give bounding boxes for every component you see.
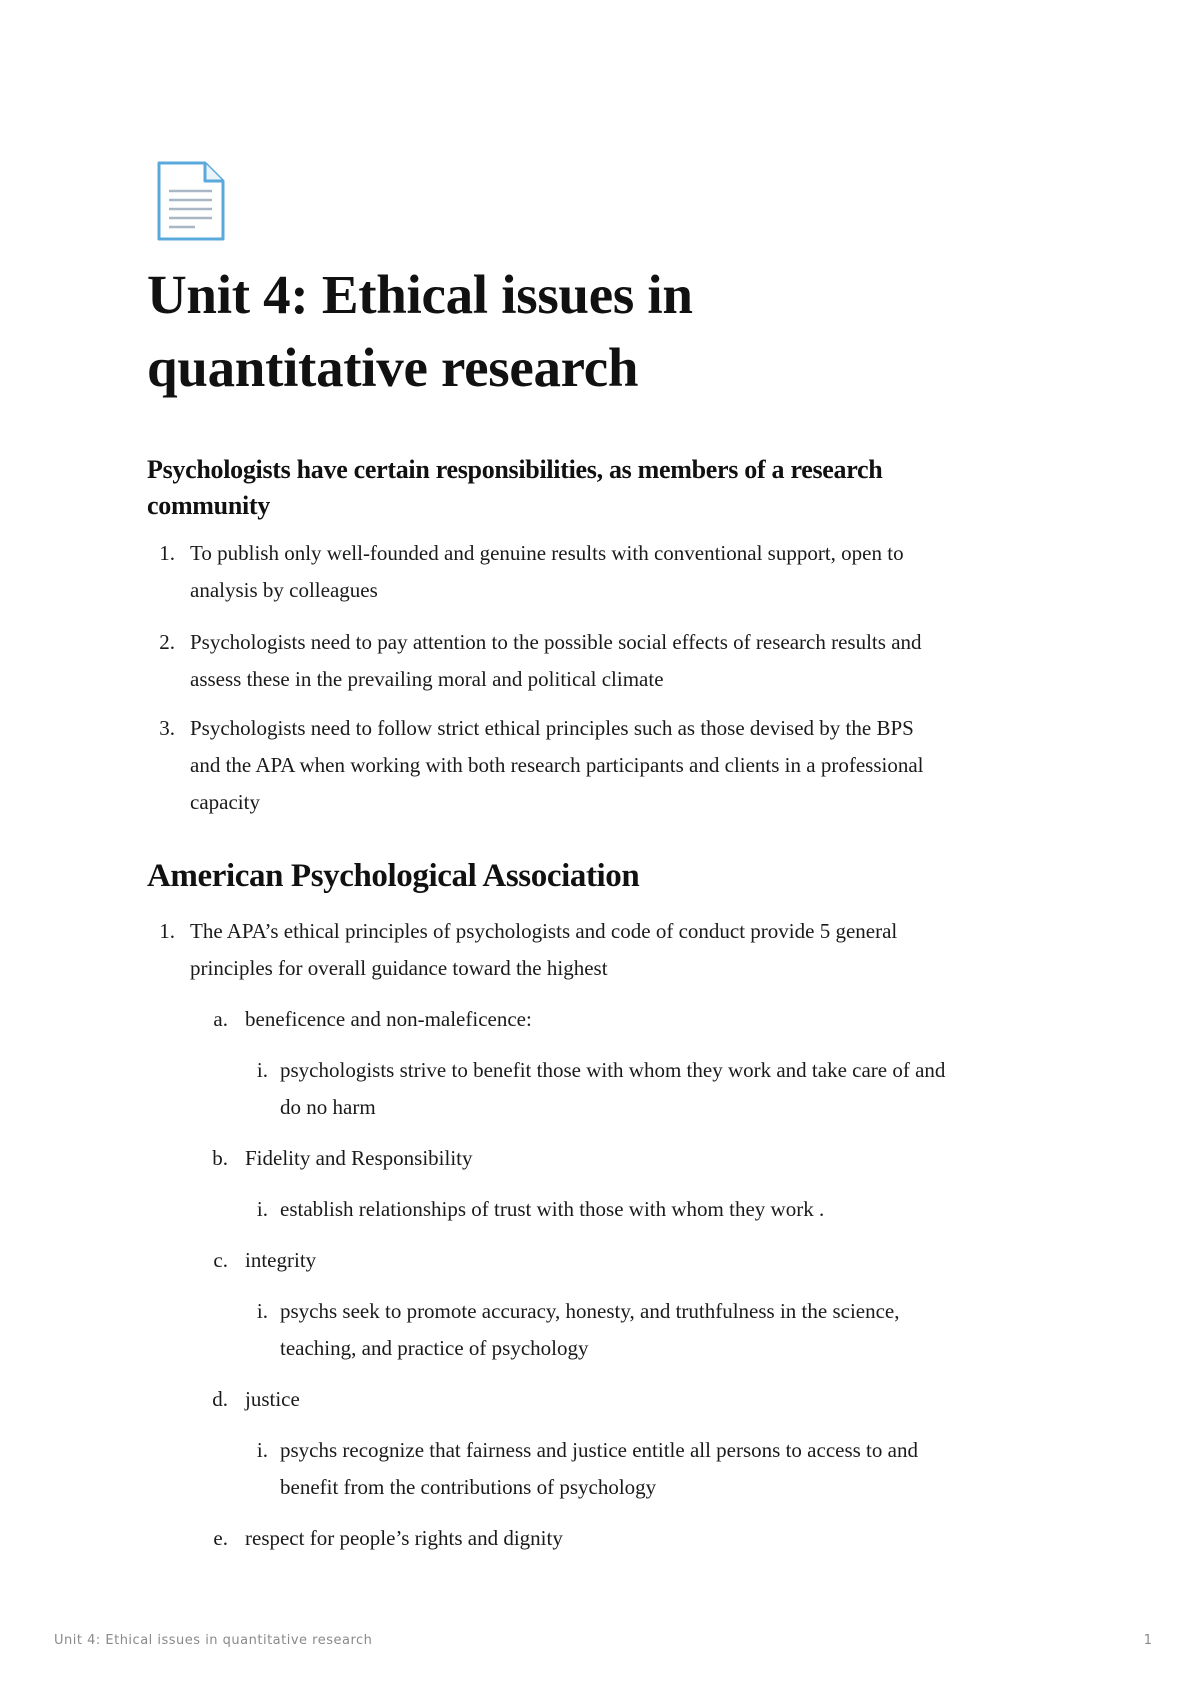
principle-detail: i. establish relationships of trust with those with whom they work . bbox=[256, 1197, 825, 1221]
principle-detail: i. psychs recognize that fairness and justice entitle all persons to access to and benefit from the contributions of psychology bbox=[256, 1438, 918, 1499]
principle-item: b. Fidelity and Responsibility bbox=[212, 1146, 473, 1170]
section-heading-responsibilities: Psychologists have certain responsibilities, as members of a research community bbox=[147, 455, 883, 520]
section-heading-apa: American Psychological Association bbox=[147, 858, 640, 894]
principles-list bbox=[147, 1001, 1067, 1557]
title-line-1: Unit 4: Ethical issues in bbox=[147, 264, 693, 325]
principle-detail: i. psychologists strive to benefit those with whom they work and take care of and do no harm bbox=[256, 1058, 946, 1119]
list-item: 2. Psychologists need to pay attention to the possible social effects of research results and assess these in the prevailing moral and political climate bbox=[159, 630, 922, 691]
list-item: 1. The APA’s ethical principles of psychologists and code of conduct provide 5 general principles for overall guidance toward the highest bbox=[159, 919, 898, 980]
list-item: 3. Psychologists need to follow strict ethical principles such as those devised by the BPS and the APA when working with both research participants and clients in a professional capacity bbox=[159, 716, 924, 814]
principle-item: d. justice bbox=[212, 1387, 300, 1411]
list-item: 1. To publish only well-founded and genuine results with conventional support, open to analysis by colleagues bbox=[159, 541, 904, 602]
title-line-2: quantitative research bbox=[147, 337, 639, 398]
principle-item: e. respect for people’s rights and dignity bbox=[213, 1526, 563, 1550]
principle-item: a. beneficence and non-maleficence: bbox=[213, 1007, 532, 1031]
page-title bbox=[147, 258, 1047, 404]
footer-document-title: Unit 4: Ethical issues in quantitative research bbox=[54, 1633, 373, 1648]
document-body bbox=[147, 452, 1067, 1557]
principle-item: c. integrity bbox=[213, 1248, 317, 1272]
principle-detail: i. psychs seek to promote accuracy, honesty, and truthfulness in the science, teaching, and practice of psychology bbox=[256, 1299, 900, 1360]
responsibilities-list bbox=[147, 535, 1067, 821]
apa-list bbox=[147, 913, 1067, 987]
page-icon bbox=[155, 160, 227, 242]
footer-page-number: 1 bbox=[1143, 1633, 1152, 1648]
